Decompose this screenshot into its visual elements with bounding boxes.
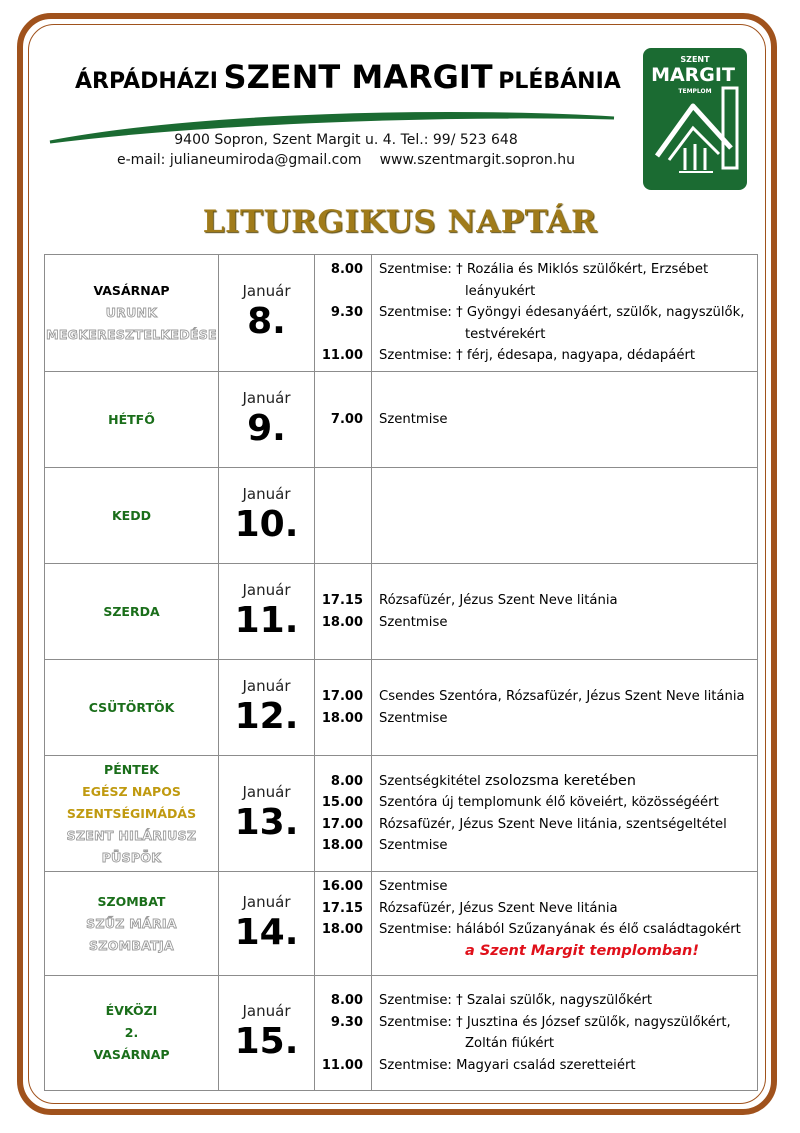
day-cell — [45, 564, 219, 660]
feast-name: URUNK — [105, 305, 158, 320]
svg-text:SZENT: SZENT — [680, 55, 710, 64]
event-text: Szentmise — [379, 838, 448, 853]
time-value: 8.00 — [330, 262, 363, 278]
description-cell — [372, 756, 758, 872]
event-text: Szentmise: † Gyöngyi édesanyáért, szülők, nagyszülők, — [379, 305, 745, 321]
event-text: Szentóra új templomunk élő köveiért, közösségéért — [379, 795, 719, 810]
time-cell — [315, 372, 372, 468]
feast-name: SZENT HILÁRIUSZ — [66, 827, 197, 843]
adoration-label: SZENTSÉGIMÁDÁS — [66, 805, 197, 821]
time-value: 17.15 — [321, 900, 363, 916]
table-row — [45, 872, 758, 976]
contact-line — [0, 152, 692, 168]
date-cell — [219, 255, 315, 372]
event-text: Csendes Szentóra, Rózsafüzér, Jézus Szent Neve litánia — [379, 689, 745, 704]
day-cell — [45, 372, 219, 468]
description-cell — [372, 976, 758, 1091]
month-label: Január — [242, 388, 291, 407]
time-value: 9.30 — [330, 305, 363, 321]
event-text: testvérekért — [465, 326, 546, 342]
event-text: Szentmise — [379, 879, 448, 894]
time-value: 9.30 — [330, 1014, 363, 1030]
date-cell — [219, 756, 315, 872]
month-label: Január — [242, 892, 291, 911]
description-cell — [372, 872, 758, 976]
time-value: 18.00 — [321, 922, 363, 937]
day-number: 8. — [247, 301, 286, 342]
feast-name: SZOMBATJA — [89, 937, 174, 953]
table-row — [45, 564, 758, 660]
table-row — [45, 372, 758, 468]
day-cell — [45, 660, 219, 756]
event-text: leányukért — [465, 283, 536, 299]
month-label: Január — [242, 1002, 291, 1020]
svg-text:MARGIT: MARGIT — [651, 64, 735, 86]
event-text: Szentmise: hálából Szűzanyának és élő családtagokért — [379, 922, 741, 937]
time-value: 7.00 — [330, 411, 363, 427]
time-cell — [315, 756, 372, 872]
day-name: CSÜTÖRTÖK — [88, 699, 175, 715]
day-number: 10. — [234, 503, 299, 545]
time-cell — [315, 468, 372, 564]
event-text: Szentmise: † Jusztina és József szülők, nagyszülőkért, — [379, 1014, 731, 1030]
time-value: 17.15 — [321, 593, 363, 608]
description-cell — [372, 468, 758, 564]
description-cell — [372, 660, 758, 756]
day-number: 14. — [234, 911, 299, 953]
table-row — [45, 660, 758, 756]
day-name: VASÁRNAP — [93, 1047, 170, 1062]
time-value: 16.00 — [321, 879, 363, 894]
event-text: Zoltán fiúkért — [465, 1036, 555, 1051]
day-number: 11. — [234, 599, 299, 641]
event-text: Szentmise: † Rozália és Miklós szülőkért, Erzsébet — [379, 262, 709, 278]
day-number: 15. — [234, 1021, 299, 1062]
day-cell — [45, 468, 219, 564]
month-label: Január — [242, 580, 291, 599]
parish-name-prefix: ÁRPÁDHÁZI — [75, 69, 218, 94]
email-text[interactable]: e-mail: julianeumiroda@gmail.com — [117, 152, 362, 168]
month-label: Január — [242, 282, 291, 300]
day-name: KEDD — [112, 507, 151, 523]
event-text: Szentmise: Magyari család szeretteiért — [379, 1057, 636, 1073]
month-label: Január — [242, 484, 291, 503]
date-cell — [219, 372, 315, 468]
date-cell — [219, 468, 315, 564]
event-text: Rózsafüzér, Jézus Szent Neve litánia — [379, 593, 618, 608]
location-note: a Szent Margit templomban! — [465, 942, 699, 959]
day-number: 13. — [234, 801, 299, 843]
feast-name: MEGKERESZTELKEDÉSE — [46, 327, 217, 342]
day-cell — [45, 255, 219, 372]
time-value: 18.00 — [321, 838, 363, 853]
parish-name-suffix: PLÉBÁNIA — [498, 69, 621, 94]
feast-name: PÜSPÖK — [101, 849, 162, 865]
time-value: 17.00 — [321, 689, 363, 704]
website-link[interactable]: www.szentmargit.sopron.hu — [379, 152, 575, 168]
event-text: Rózsafüzér, Jézus Szent Neve litánia — [379, 900, 618, 916]
time-value: 17.00 — [321, 816, 363, 832]
time-value: 8.00 — [330, 773, 363, 789]
liturgical-calendar-table — [44, 254, 758, 1091]
month-label: Január — [242, 676, 291, 695]
description-cell — [372, 255, 758, 372]
table-row — [45, 976, 758, 1091]
time-value: 18.00 — [321, 614, 363, 630]
event-text: Szentmise: † Szalai szülők, nagyszülőkért — [379, 993, 653, 1008]
table-row — [45, 255, 758, 372]
svg-text:TEMPLOM: TEMPLOM — [678, 88, 712, 95]
event-text: Szentmise — [379, 710, 448, 726]
church-logo — [643, 48, 747, 190]
time-value: 11.00 — [321, 348, 363, 364]
time-cell — [315, 255, 372, 372]
day-name: VASÁRNAP — [93, 283, 170, 298]
event-text: Szentmise — [379, 614, 448, 630]
month-label: Január — [242, 782, 291, 801]
event-text: Szentségkitétel zsolozsma keretében — [379, 772, 636, 789]
day-cell — [45, 756, 219, 872]
date-cell — [219, 872, 315, 976]
table-row — [45, 468, 758, 564]
time-cell — [315, 564, 372, 660]
event-text: Rózsafüzér, Jézus Szent Neve litánia, szentségeltétel — [379, 816, 727, 832]
parish-name — [75, 58, 621, 96]
description-cell — [372, 564, 758, 660]
parish-name-main: SZENT MARGIT — [223, 58, 493, 96]
day-name: SZOMBAT — [97, 893, 166, 909]
day-name: 2. — [124, 1025, 139, 1040]
event-text: Szentmise — [379, 411, 448, 427]
day-number: 12. — [234, 695, 299, 737]
address-line: 9400 Sopron, Szent Margit u. 4. Tel.: 99/ 523 648 — [174, 132, 518, 148]
time-cell — [315, 976, 372, 1091]
time-value: 11.00 — [321, 1057, 363, 1073]
time-cell — [315, 872, 372, 976]
day-name: ÉVKÖZI — [105, 1003, 158, 1018]
feast-name: SZŰZ MÁRIA — [86, 915, 177, 931]
time-value: 15.00 — [321, 795, 363, 810]
day-name: HÉTFŐ — [108, 411, 155, 427]
day-name: SZERDA — [103, 603, 160, 619]
day-number: 9. — [247, 407, 286, 449]
date-cell — [219, 976, 315, 1091]
table-row — [45, 756, 758, 872]
day-name: PÉNTEK — [104, 761, 159, 777]
church-logo-icon — [643, 48, 747, 190]
event-text: Szentmise: † férj, édesapa, nagyapa, dédapáért — [379, 348, 696, 364]
time-cell — [315, 660, 372, 756]
calendar-title: LITURGIKUS NAPTÁR — [202, 204, 598, 240]
day-cell — [45, 976, 219, 1091]
time-value: 8.00 — [330, 993, 363, 1008]
date-cell — [219, 564, 315, 660]
day-cell — [45, 872, 219, 976]
date-cell — [219, 660, 315, 756]
time-value: 18.00 — [321, 710, 363, 726]
adoration-label: EGÉSZ NAPOS — [82, 783, 181, 799]
description-cell — [372, 372, 758, 468]
